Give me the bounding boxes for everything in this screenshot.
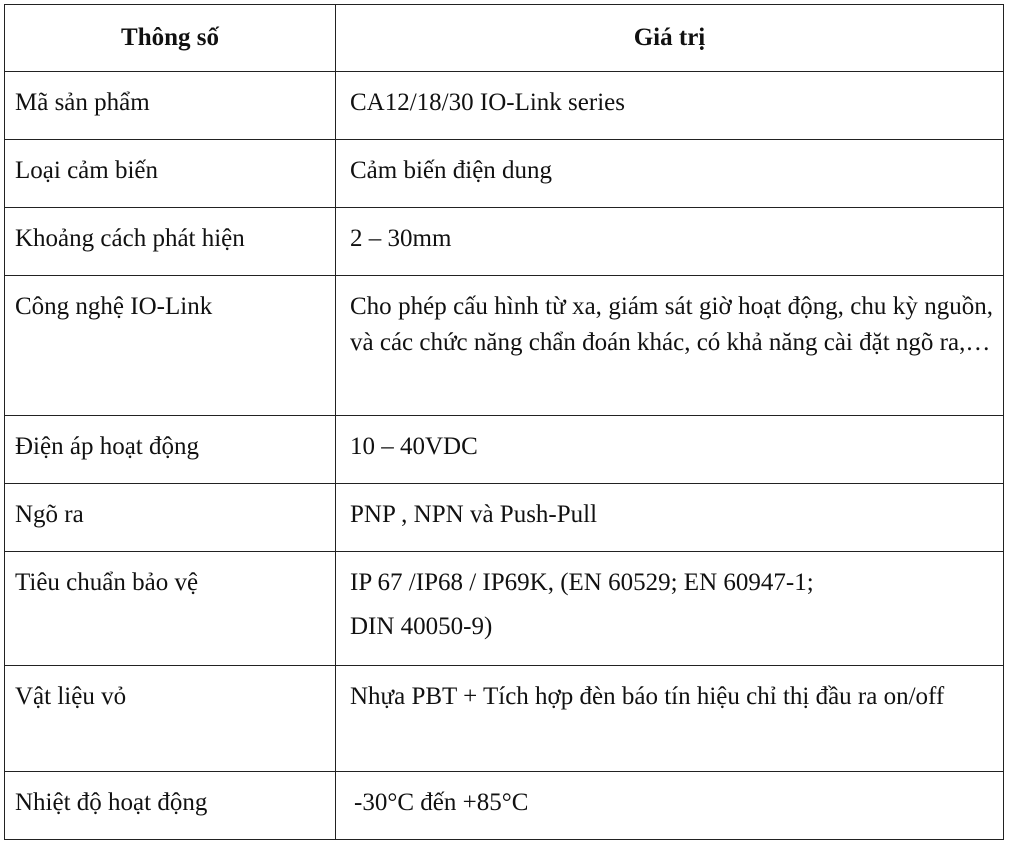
param-cell: Loại cảm biến [5, 140, 336, 208]
value-text: -30°C đến +85°C [354, 789, 529, 816]
table-row [5, 140, 1004, 208]
table-row [5, 552, 1004, 666]
param-cell: Khoảng cách phát hiện [5, 208, 336, 276]
param-cell: Công nghệ IO-Link [5, 276, 336, 416]
spec-table [4, 4, 1004, 840]
table-row [5, 666, 1004, 772]
table-row [5, 208, 1004, 276]
value-cell: 2 – 30mm [336, 208, 1004, 276]
table-header-row [5, 5, 1004, 72]
value-cell: 10 – 40VDC [336, 416, 1004, 484]
table-row [5, 416, 1004, 484]
table-row [5, 276, 1004, 416]
param-cell: Ngõ ra [5, 484, 336, 552]
value-cell [336, 552, 1004, 666]
value-cell: PNP , NPN và Push-Pull [336, 484, 1004, 552]
value-cell [336, 772, 1004, 840]
value-cell: Cho phép cấu hình từ xa, giám sát giờ hoạt động, chu kỳ nguồn, và các chức năng chẩn đoán khác, có khả năng cài đặt ngõ ra,… [336, 276, 1004, 416]
table-row [5, 484, 1004, 552]
param-cell: Tiêu chuẩn bảo vệ [5, 552, 336, 666]
value-cell: CA12/18/30 IO-Link series [336, 72, 1004, 140]
header-value: Giá trị [336, 5, 1004, 72]
header-param: Thông số [5, 5, 336, 72]
param-cell: Vật liệu vỏ [5, 666, 336, 772]
param-cell: Mã sản phẩm [5, 72, 336, 140]
param-cell: Nhiệt độ hoạt động [5, 772, 336, 840]
value-cell: Nhựa PBT + Tích hợp đèn báo tín hiệu chỉ thị đầu ra on/off [336, 666, 1004, 772]
value-line: IP 67 /IP68 / IP69K, (EN 60529; EN 60947-1; [350, 569, 814, 596]
table-row [5, 772, 1004, 840]
value-cell: Cảm biến điện dung [336, 140, 1004, 208]
param-cell: Điện áp hoạt động [5, 416, 336, 484]
value-line: DIN 40050-9) [350, 613, 493, 640]
table-row [5, 72, 1004, 140]
